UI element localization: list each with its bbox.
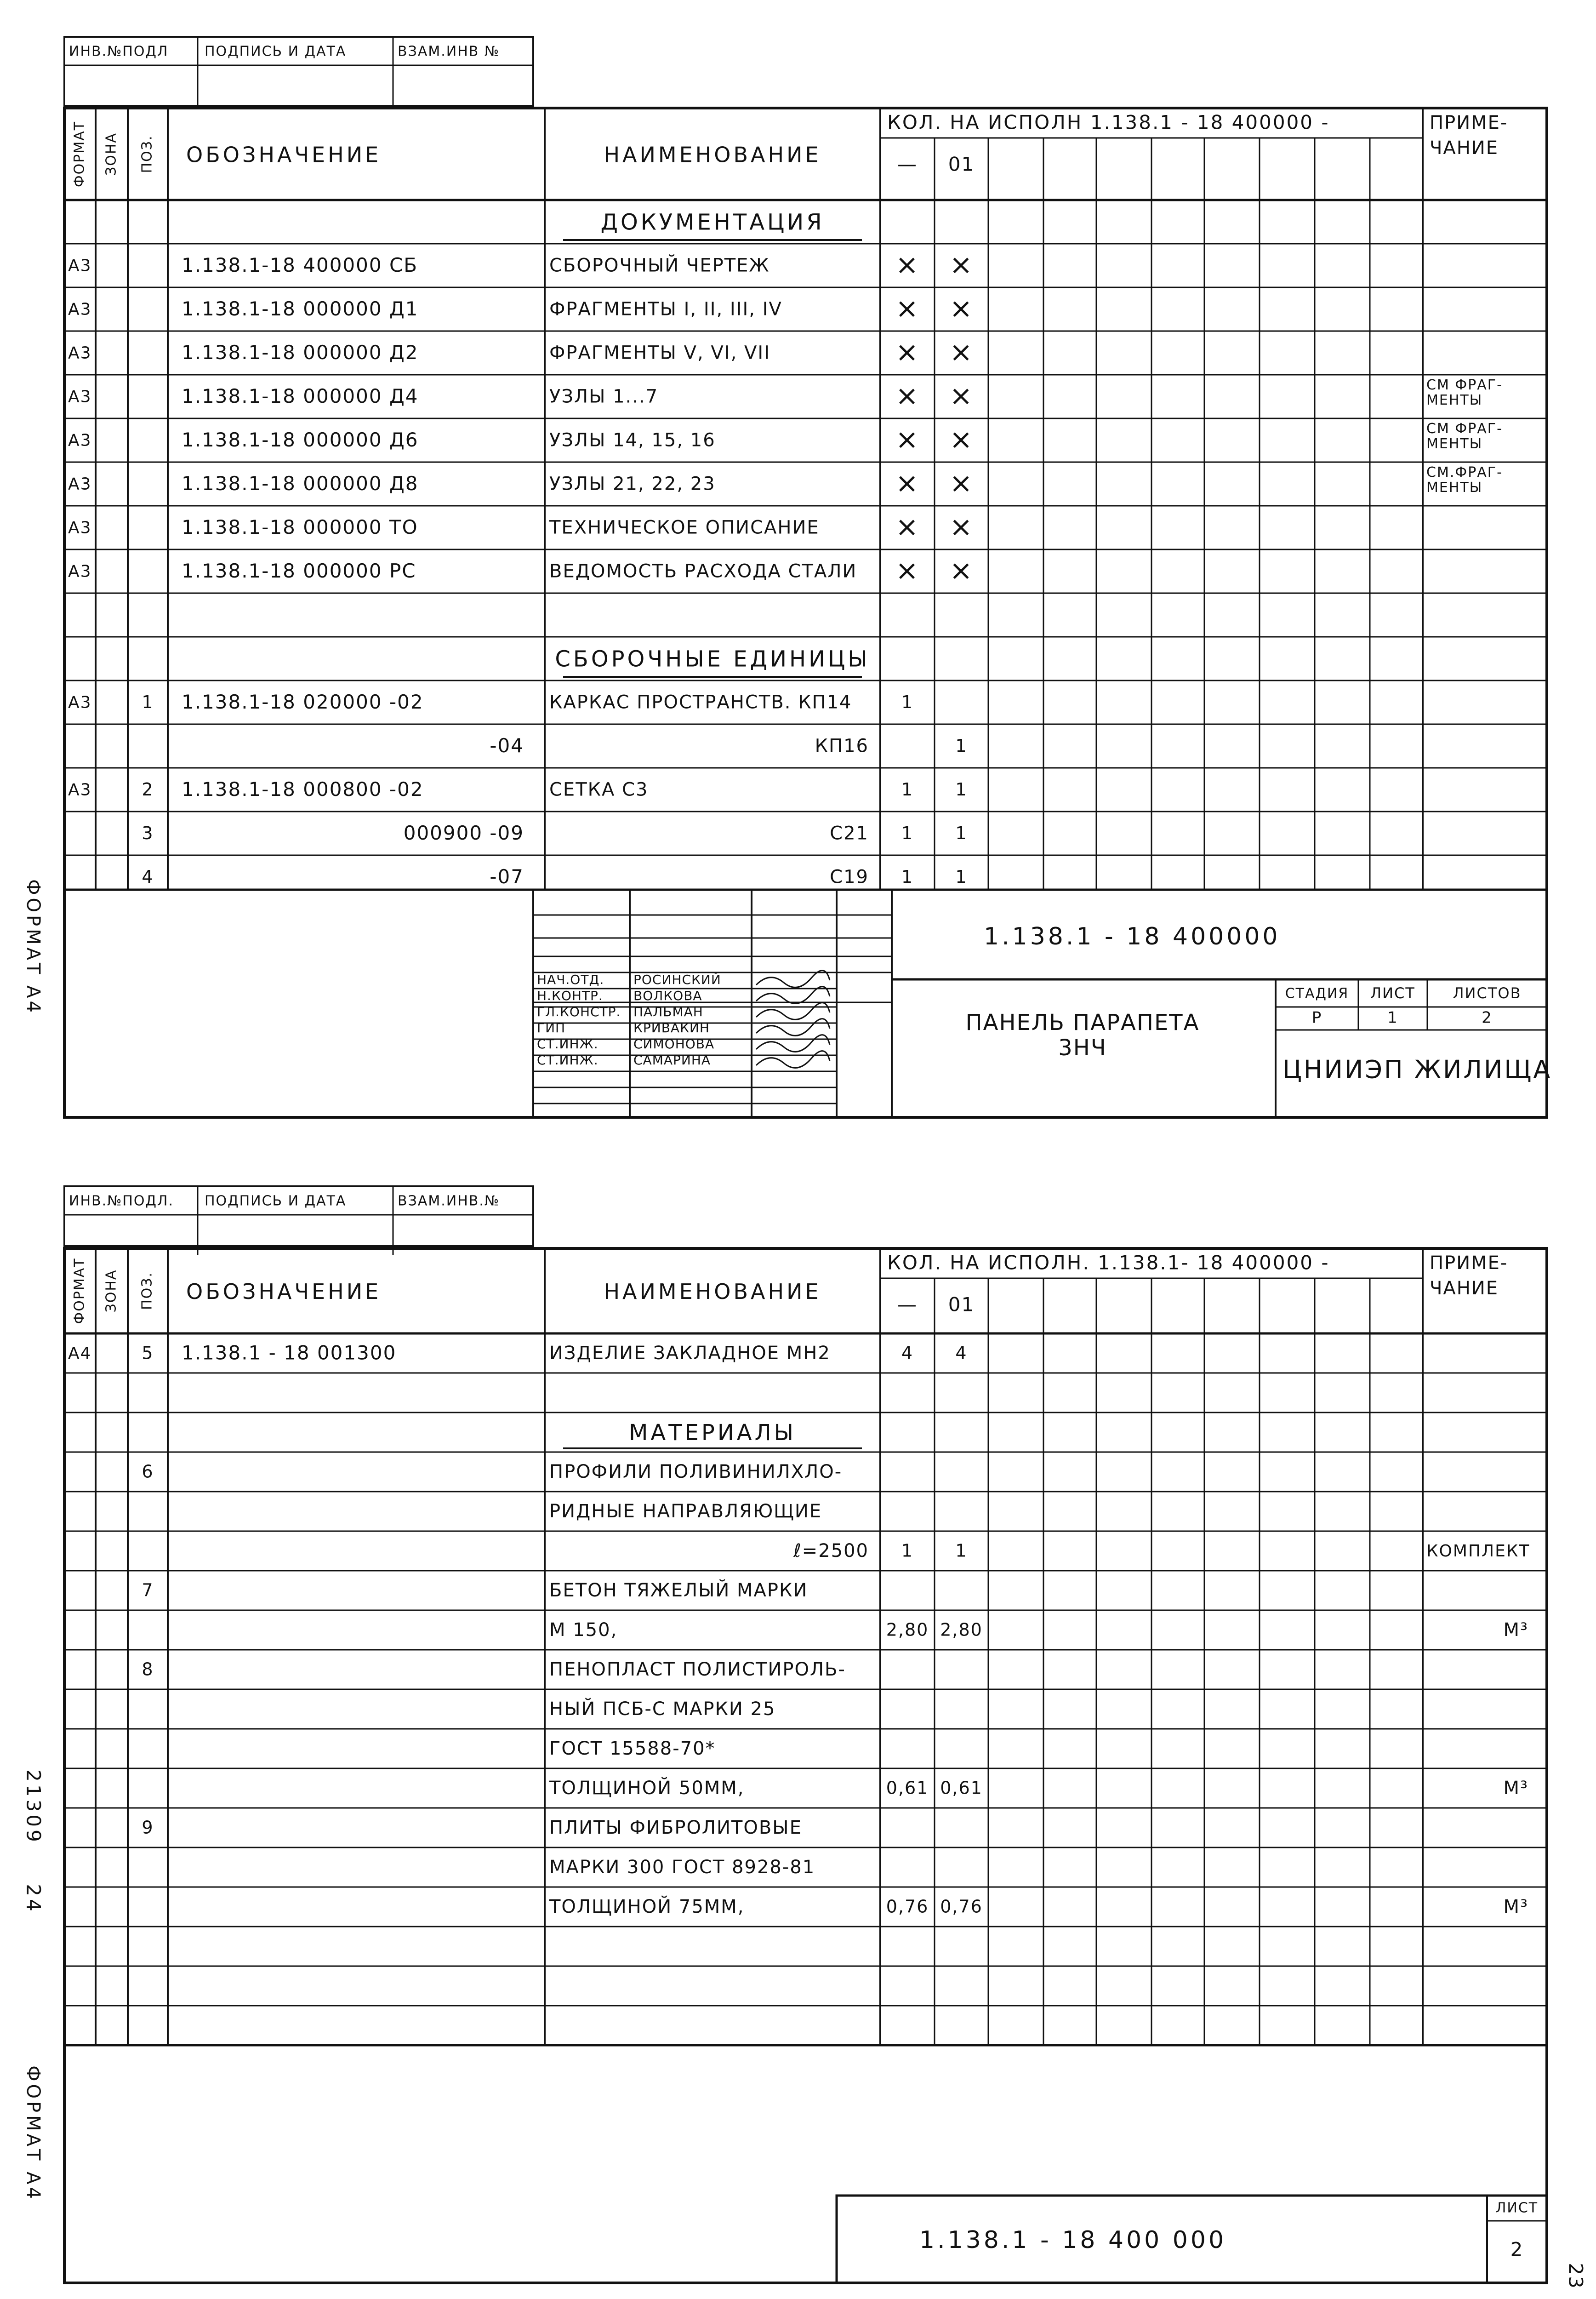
row-designation: 1.138.1-18 000000 Д2	[182, 341, 419, 364]
row-pos: 4	[142, 867, 154, 887]
row-format: А3	[68, 475, 92, 494]
sheet-value: 2	[1510, 2238, 1524, 2261]
row-name: ТЕХНИЧЕСКОЕ ОПИСАНИЕ	[549, 517, 820, 538]
table-row	[64, 1729, 1547, 1759]
row-format: А3	[68, 431, 92, 450]
row-name: КП16	[815, 735, 869, 757]
row-designation: 1.138.1 - 18 001300	[182, 1341, 397, 1364]
row-designation: -07	[490, 865, 524, 888]
row-name: ГОСТ 15588-70*	[549, 1738, 716, 1759]
col-name-header: НАИМЕНОВАНИЕ	[604, 142, 821, 167]
row-note: СМ ФРАГ-МЕНТЫ	[1426, 377, 1503, 408]
table-row	[64, 812, 1547, 844]
stamp-inv-label: ИНВ.№ПОДЛ.	[69, 1193, 174, 1209]
row-designation: 1.138.1-18 000000 РС	[182, 560, 416, 582]
row-designation: 1.138.1-18 020000 -02	[182, 691, 424, 713]
row-qty-02: 1	[955, 736, 968, 756]
table-row	[64, 418, 1547, 456]
signer-role: СТ.ИНЖ.	[537, 1052, 598, 1068]
row-qty-01: ×	[895, 380, 920, 412]
row-name: НЫЙ ПСБ-С МАРКИ 25	[549, 1699, 776, 1720]
col-format-header: ФОРМАТ	[71, 120, 88, 188]
col-note-header: ПРИМЕ-ЧАНИЕ	[1430, 1252, 1508, 1299]
signer-name: РОСИНСКИЙ	[633, 972, 721, 987]
row-format: А3	[68, 387, 92, 406]
row-format: А3	[68, 343, 92, 363]
row-qty-01: ×	[895, 555, 920, 587]
row-qty-01: ×	[895, 336, 920, 369]
signer-name: СИМОНОВА	[633, 1036, 715, 1052]
row-name: ТОЛЩИНОЙ 50ММ,	[549, 1778, 745, 1799]
row-designation: 1.138.1-18 000000 ТО	[182, 516, 418, 538]
row-note: СМ ФРАГ-МЕНТЫ	[1426, 421, 1503, 452]
row-format: А4	[68, 1344, 92, 1363]
signer-name: ВОЛКОВА	[633, 988, 702, 1003]
row-designation: 1.138.1-18 000000 Д8	[182, 472, 419, 495]
section-title: МАТЕРИАЛЫ	[628, 1420, 797, 1446]
variant-01: 01	[948, 1293, 975, 1316]
row-qty-02: 0,76	[940, 1896, 983, 1917]
table-row	[64, 1413, 1547, 1448]
row-pos: 8	[142, 1659, 154, 1680]
row-qty-01: ×	[895, 249, 920, 281]
table-row	[64, 287, 1547, 325]
stamp-replace-label: ВЗАМ.ИНВ №	[398, 43, 500, 60]
title-block	[837, 2196, 1547, 2283]
row-name: КАРКАС ПРОСТРАНСТВ. КП14	[549, 692, 852, 713]
row-qty-02: ×	[949, 336, 974, 369]
signer-role: ГИП	[537, 1020, 566, 1035]
section-title: СБОРОЧНЫЕ ЕДИНИЦЫ	[555, 646, 870, 672]
side-number-label: 24	[22, 1884, 45, 1914]
row-name: С19	[830, 866, 869, 888]
row-qty-02: ×	[949, 292, 974, 325]
stage-value: Р	[1311, 1008, 1322, 1027]
row-designation: 1.138.1-18 400000 СБ	[182, 254, 418, 276]
signer-role: ГЛ.КОНСТР.	[537, 1004, 621, 1019]
row-pos: 3	[142, 823, 154, 843]
row-qty-01: ×	[895, 292, 920, 325]
table-row	[64, 549, 1547, 587]
table-row	[64, 724, 1547, 757]
table-row	[64, 1531, 1547, 1561]
side-format-label: ФОРМАТ А4	[23, 879, 44, 1015]
row-name: СЕТКА С3	[549, 779, 649, 801]
table-row	[64, 1847, 1547, 1878]
row-name: С21	[830, 823, 869, 844]
organization: ЦНИИЭП ЖИЛИЩА	[1282, 1055, 1552, 1084]
row-format: А3	[68, 300, 92, 319]
table-header	[64, 1252, 1547, 1334]
row-name: УЗЛЫ 1...7	[549, 386, 659, 407]
signature-mark	[756, 1051, 830, 1068]
row-format: А3	[68, 780, 92, 800]
table-row	[64, 768, 1547, 801]
row-qty-02: ×	[949, 423, 974, 456]
row-name: ПЛИТЫ ФИБРОЛИТОВЫЕ	[549, 1817, 802, 1838]
col-zone-header: ЗОНА	[103, 1269, 120, 1313]
table-header	[64, 111, 1547, 200]
signature-mark	[756, 1035, 830, 1052]
row-qty-01: 1	[901, 867, 914, 887]
stamp-inv-label: ИНВ.№ПОДЛ	[69, 43, 169, 60]
col-pos-header: ПОЗ.	[139, 135, 155, 173]
signer-role: НАЧ.ОТД.	[537, 972, 604, 987]
title-block	[533, 890, 1552, 1117]
doc-code: 1.138.1 - 18 400000	[984, 923, 1281, 950]
row-name: ИЗДЕЛИЕ ЗАКЛАДНОЕ МН2	[549, 1343, 831, 1364]
row-qty-02: ×	[949, 467, 974, 500]
table-row	[64, 1492, 1547, 1522]
row-qty-02: 1	[955, 823, 968, 843]
table-row	[64, 506, 1547, 543]
row-name: УЗЛЫ 14, 15, 16	[549, 429, 716, 451]
row-note: М³	[1503, 1896, 1528, 1917]
col-designation-header: ОБОЗНАЧЕНИЕ	[186, 142, 382, 167]
row-qty-02: ×	[949, 249, 974, 281]
signature-mark	[756, 1019, 830, 1036]
col-zone-header: ЗОНА	[103, 132, 120, 176]
row-qty-02: 1	[955, 867, 968, 887]
row-designation: 1.138.1-18 000000 Д6	[182, 429, 419, 451]
signer-name: КРИВАКИН	[633, 1020, 710, 1035]
row-qty-01: 1	[901, 823, 914, 843]
row-name: ФРАГМЕНТЫ I, II, III, IV	[549, 298, 782, 320]
page-number: 23	[1564, 2263, 1587, 2289]
row-designation: 1.138.1-18 000800 -02	[182, 778, 424, 801]
row-qty-01: ×	[895, 511, 920, 543]
stamp-replace-label: ВЗАМ.ИНВ.№	[398, 1193, 500, 1209]
row-note: М³	[1503, 1778, 1528, 1799]
side-format-label: ФОРМАТ А4	[23, 2065, 44, 2202]
row-designation: 000900 -09	[403, 822, 524, 844]
col-name-header: НАИМЕНОВАНИЕ	[604, 1279, 821, 1304]
inventory-stamp	[64, 1186, 533, 1255]
row-format: А3	[68, 562, 92, 581]
sheets-label: ЛИСТОВ	[1453, 984, 1522, 1002]
sheet-1	[23, 37, 1552, 1117]
row-qty-01: 4	[901, 1343, 914, 1363]
table-row	[64, 1887, 1547, 1917]
inventory-stamp	[64, 37, 533, 106]
row-name: БЕТОН ТЯЖЕЛЫЙ МАРКИ	[549, 1580, 808, 1601]
row-name: МАРКИ 300 ГОСТ 8928-81	[549, 1857, 815, 1878]
row-pos: 2	[142, 779, 154, 800]
row-qty-02: 2,80	[940, 1619, 983, 1640]
variant-01: 01	[948, 153, 975, 176]
row-qty-02: ×	[949, 380, 974, 412]
row-format: А3	[68, 693, 92, 712]
sheet-2	[23, 1186, 1587, 2289]
row-designation: 1.138.1-18 000000 Д4	[182, 385, 419, 407]
row-note: М³	[1503, 1619, 1528, 1641]
col-designation-header: ОБОЗНАЧЕНИЕ	[186, 1279, 382, 1304]
col-pos-header: ПОЗ.	[139, 1272, 155, 1310]
row-qty-01: 0,61	[886, 1778, 929, 1798]
table-row	[64, 637, 1547, 677]
table-row	[64, 375, 1547, 412]
sheet-label: ЛИСТ	[1495, 2200, 1539, 2216]
row-pos: 9	[142, 1817, 154, 1838]
sheet-frame	[64, 1248, 1547, 2283]
row-name: ℓ=2500	[793, 1540, 869, 1561]
row-name: ФРАГМЕНТЫ V, VI, VII	[549, 342, 770, 364]
stamp-sign-label: ПОДПИСЬ И ДАТА	[205, 1193, 347, 1209]
table-row	[64, 1689, 1547, 1720]
table-row	[563, 210, 862, 240]
table-row	[64, 1808, 1547, 1838]
row-qty-02: ×	[949, 555, 974, 587]
stage-label: СТАДИЯ	[1285, 985, 1349, 1002]
table-row	[64, 1768, 1547, 1799]
table-row	[64, 331, 1547, 368]
row-pos: 5	[142, 1343, 154, 1363]
signer-role: СТ.ИНЖ.	[537, 1036, 598, 1052]
row-name: СБОРОЧНЫЙ ЧЕРТЕЖ	[549, 255, 770, 276]
row-name: ПРОФИЛИ ПОЛИВИНИЛХЛО-	[549, 1461, 843, 1482]
row-name: УЗЛЫ 21, 22, 23	[549, 473, 716, 495]
row-qty-01: 1	[901, 692, 914, 712]
row-pos: 1	[142, 692, 154, 712]
row-designation: 1.138.1-18 000000 Д1	[182, 297, 419, 320]
doc-code: 1.138.1 - 18 400 000	[919, 2226, 1227, 2254]
row-pos: 6	[142, 1461, 154, 1482]
row-name: ПЕНОПЛАСТ ПОЛИСТИРОЛЬ-	[549, 1659, 846, 1680]
row-designation: -04	[490, 734, 524, 757]
table-row	[64, 1571, 1547, 1601]
row-qty-02: 1	[955, 1540, 968, 1561]
sheets-value: 2	[1482, 1008, 1493, 1027]
row-qty-01: 1	[901, 1540, 914, 1561]
side-number-label: 21309	[22, 1769, 45, 1845]
row-format: А3	[68, 518, 92, 538]
sheet-value: 1	[1387, 1008, 1398, 1027]
row-qty-01: ×	[895, 467, 920, 500]
stamp-sign-label: ПОДПИСЬ И ДАТА	[205, 43, 347, 60]
table-row	[64, 1650, 1547, 1680]
row-qty-01: 1	[901, 779, 914, 800]
row-qty-02: 0,61	[940, 1778, 983, 1798]
row-note: КОМПЛЕКТ	[1426, 1542, 1530, 1561]
row-qty-02: 1	[955, 779, 968, 800]
section-title: ДОКУМЕНТАЦИЯ	[600, 209, 825, 235]
table-row	[64, 681, 1547, 713]
col-format-header: ФОРМАТ	[71, 1258, 88, 1324]
col-qty-header: КОЛ. НА ИСПОЛН. 1.138.1- 18 400000 -	[887, 1251, 1330, 1274]
row-name: ВЕДОМОСТЬ РАСХОДА СТАЛИ	[549, 560, 857, 582]
variant-dash: —	[897, 153, 918, 176]
row-qty-01: 2,80	[886, 1619, 929, 1640]
row-pos: 7	[142, 1580, 154, 1601]
signer-name: САМАРИНА	[633, 1052, 711, 1068]
table-row	[64, 244, 1547, 281]
row-name: ТОЛЩИНОЙ 75ММ,	[549, 1896, 745, 1917]
table-row	[64, 1610, 1547, 1641]
row-name: РИДНЫЕ НАПРАВЛЯЮЩИЕ	[549, 1501, 822, 1522]
signature-mark	[756, 1003, 830, 1020]
row-format: А3	[68, 256, 92, 275]
row-note: СМ.ФРАГ-МЕНТЫ	[1426, 464, 1503, 496]
sheet-label: ЛИСТ	[1370, 984, 1415, 1002]
table-row	[68, 1342, 968, 1364]
table-row	[64, 855, 1547, 888]
row-name: М 150,	[549, 1619, 618, 1641]
row-qty-01: 0,76	[886, 1896, 929, 1917]
doc-title: ПАНЕЛЬ ПАРАПЕТА 3НЧ	[965, 1010, 1200, 1061]
signer-name: ПАЛЬМАН	[633, 1004, 703, 1019]
signer-role: Н.КОНТР.	[537, 988, 603, 1003]
row-qty-02: ×	[949, 511, 974, 543]
variant-dash: —	[897, 1293, 918, 1316]
table-row	[64, 462, 1547, 499]
col-qty-header: КОЛ. НА ИСПОЛН 1.138.1 - 18 400000 -	[887, 111, 1330, 134]
row-qty-02: 4	[955, 1343, 968, 1363]
table-row	[64, 1452, 1547, 1482]
col-note-header: ПРИМЕ-ЧАНИЕ	[1430, 112, 1508, 159]
row-qty-01: ×	[895, 423, 920, 456]
